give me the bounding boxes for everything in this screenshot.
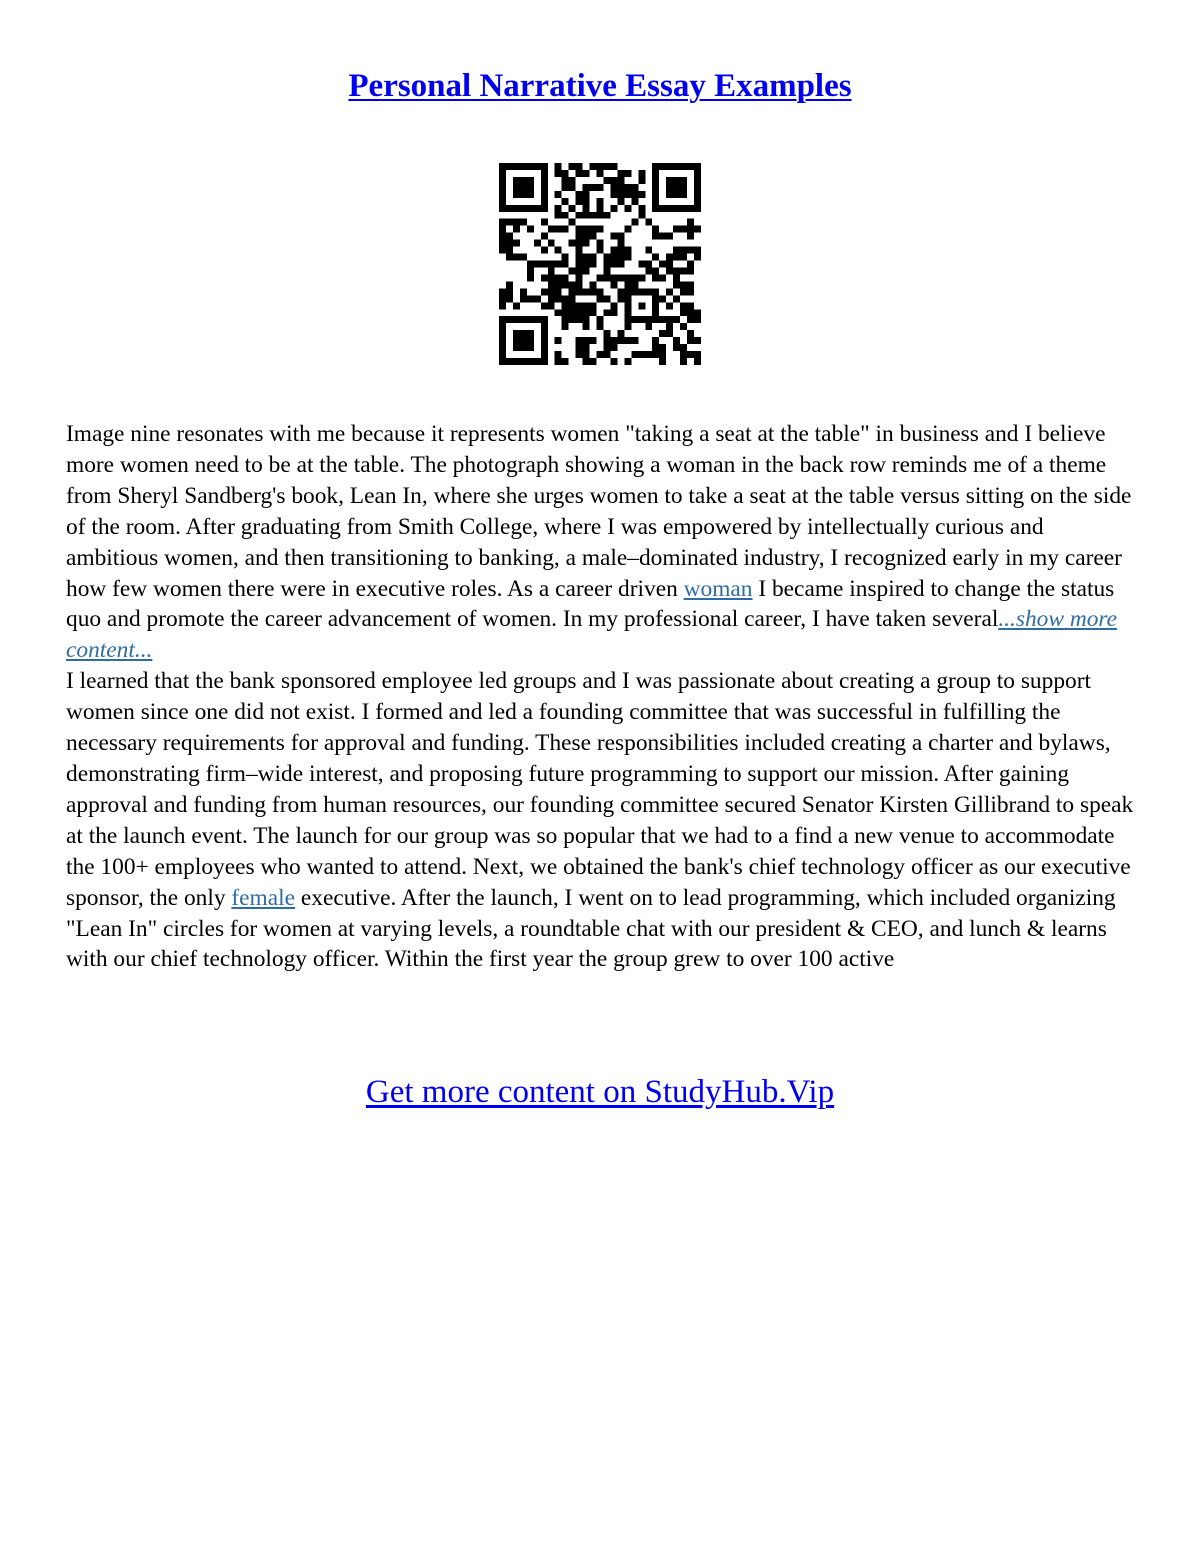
qr-code-image <box>499 163 701 365</box>
paragraph-1 <box>66 419 1141 666</box>
paragraph-1-text-b: I became inspired to change the status quo and promote the career advancement of women. In my professional career, I have taken several <box>66 575 1115 633</box>
paragraph-2-text-b: executive. After the launch, I went on to lead programming, which included organizing "Lean In" circles for women at varying levels, a roundtable chat with our president & CEO, and lunch & learns with our chief technology officer. Within the first year the group grew to over 100 active <box>66 884 1116 973</box>
woman-link[interactable]: woman <box>683 575 753 602</box>
paragraph-2 <box>66 666 1141 975</box>
footer <box>0 1070 1200 1114</box>
show-more-link[interactable]: ...show more content... <box>66 606 1118 664</box>
studyhub-link[interactable]: Get more content on StudyHub.Vip <box>365 1074 835 1110</box>
essay-excerpt <box>66 419 1141 975</box>
paragraph-1-text-a: Image nine resonates with me because it represents women "taking a seat at the table" in business and I believe more women need to be at the table. The photograph showing a woman in the back row reminds me of a theme from Sheryl Sandberg's book, Lean In, where she urges women to take a seat at the table versus sitting on the side of the room. After graduating from Smith College, where I was empowered by intellectually curious and ambitious women, and then transitioning to banking, a male–dominated industry, I recognized early in my career how few women there were in executive roles. As a career driven <box>66 421 1132 602</box>
qr-code <box>499 163 701 365</box>
title-link[interactable]: Personal Narrative Essay Examples <box>348 68 852 104</box>
paragraph-2-text-a: I learned that the bank sponsored employee led groups and I was passionate about creating a group to support women since one did not exist. I formed and led a founding committee that was successful in fulfilling the necessary requirements for approval and funding. These responsibilities included creating a charter and bylaws, demonstrating firm–wide interest, and proposing future programming to support our mission. After gaining approval and funding from human resources, our founding committee secured Senator Kirsten Gillibrand to speak at the launch event. The launch for our group was so popular that we had to a find a new venue to accommodate the 100+ employees who wanted to attend. Next, we obtained the bank's chief technology officer as our executive sponsor, the only <box>66 668 1134 911</box>
page-title <box>0 64 1200 108</box>
female-link[interactable]: female <box>231 884 296 911</box>
